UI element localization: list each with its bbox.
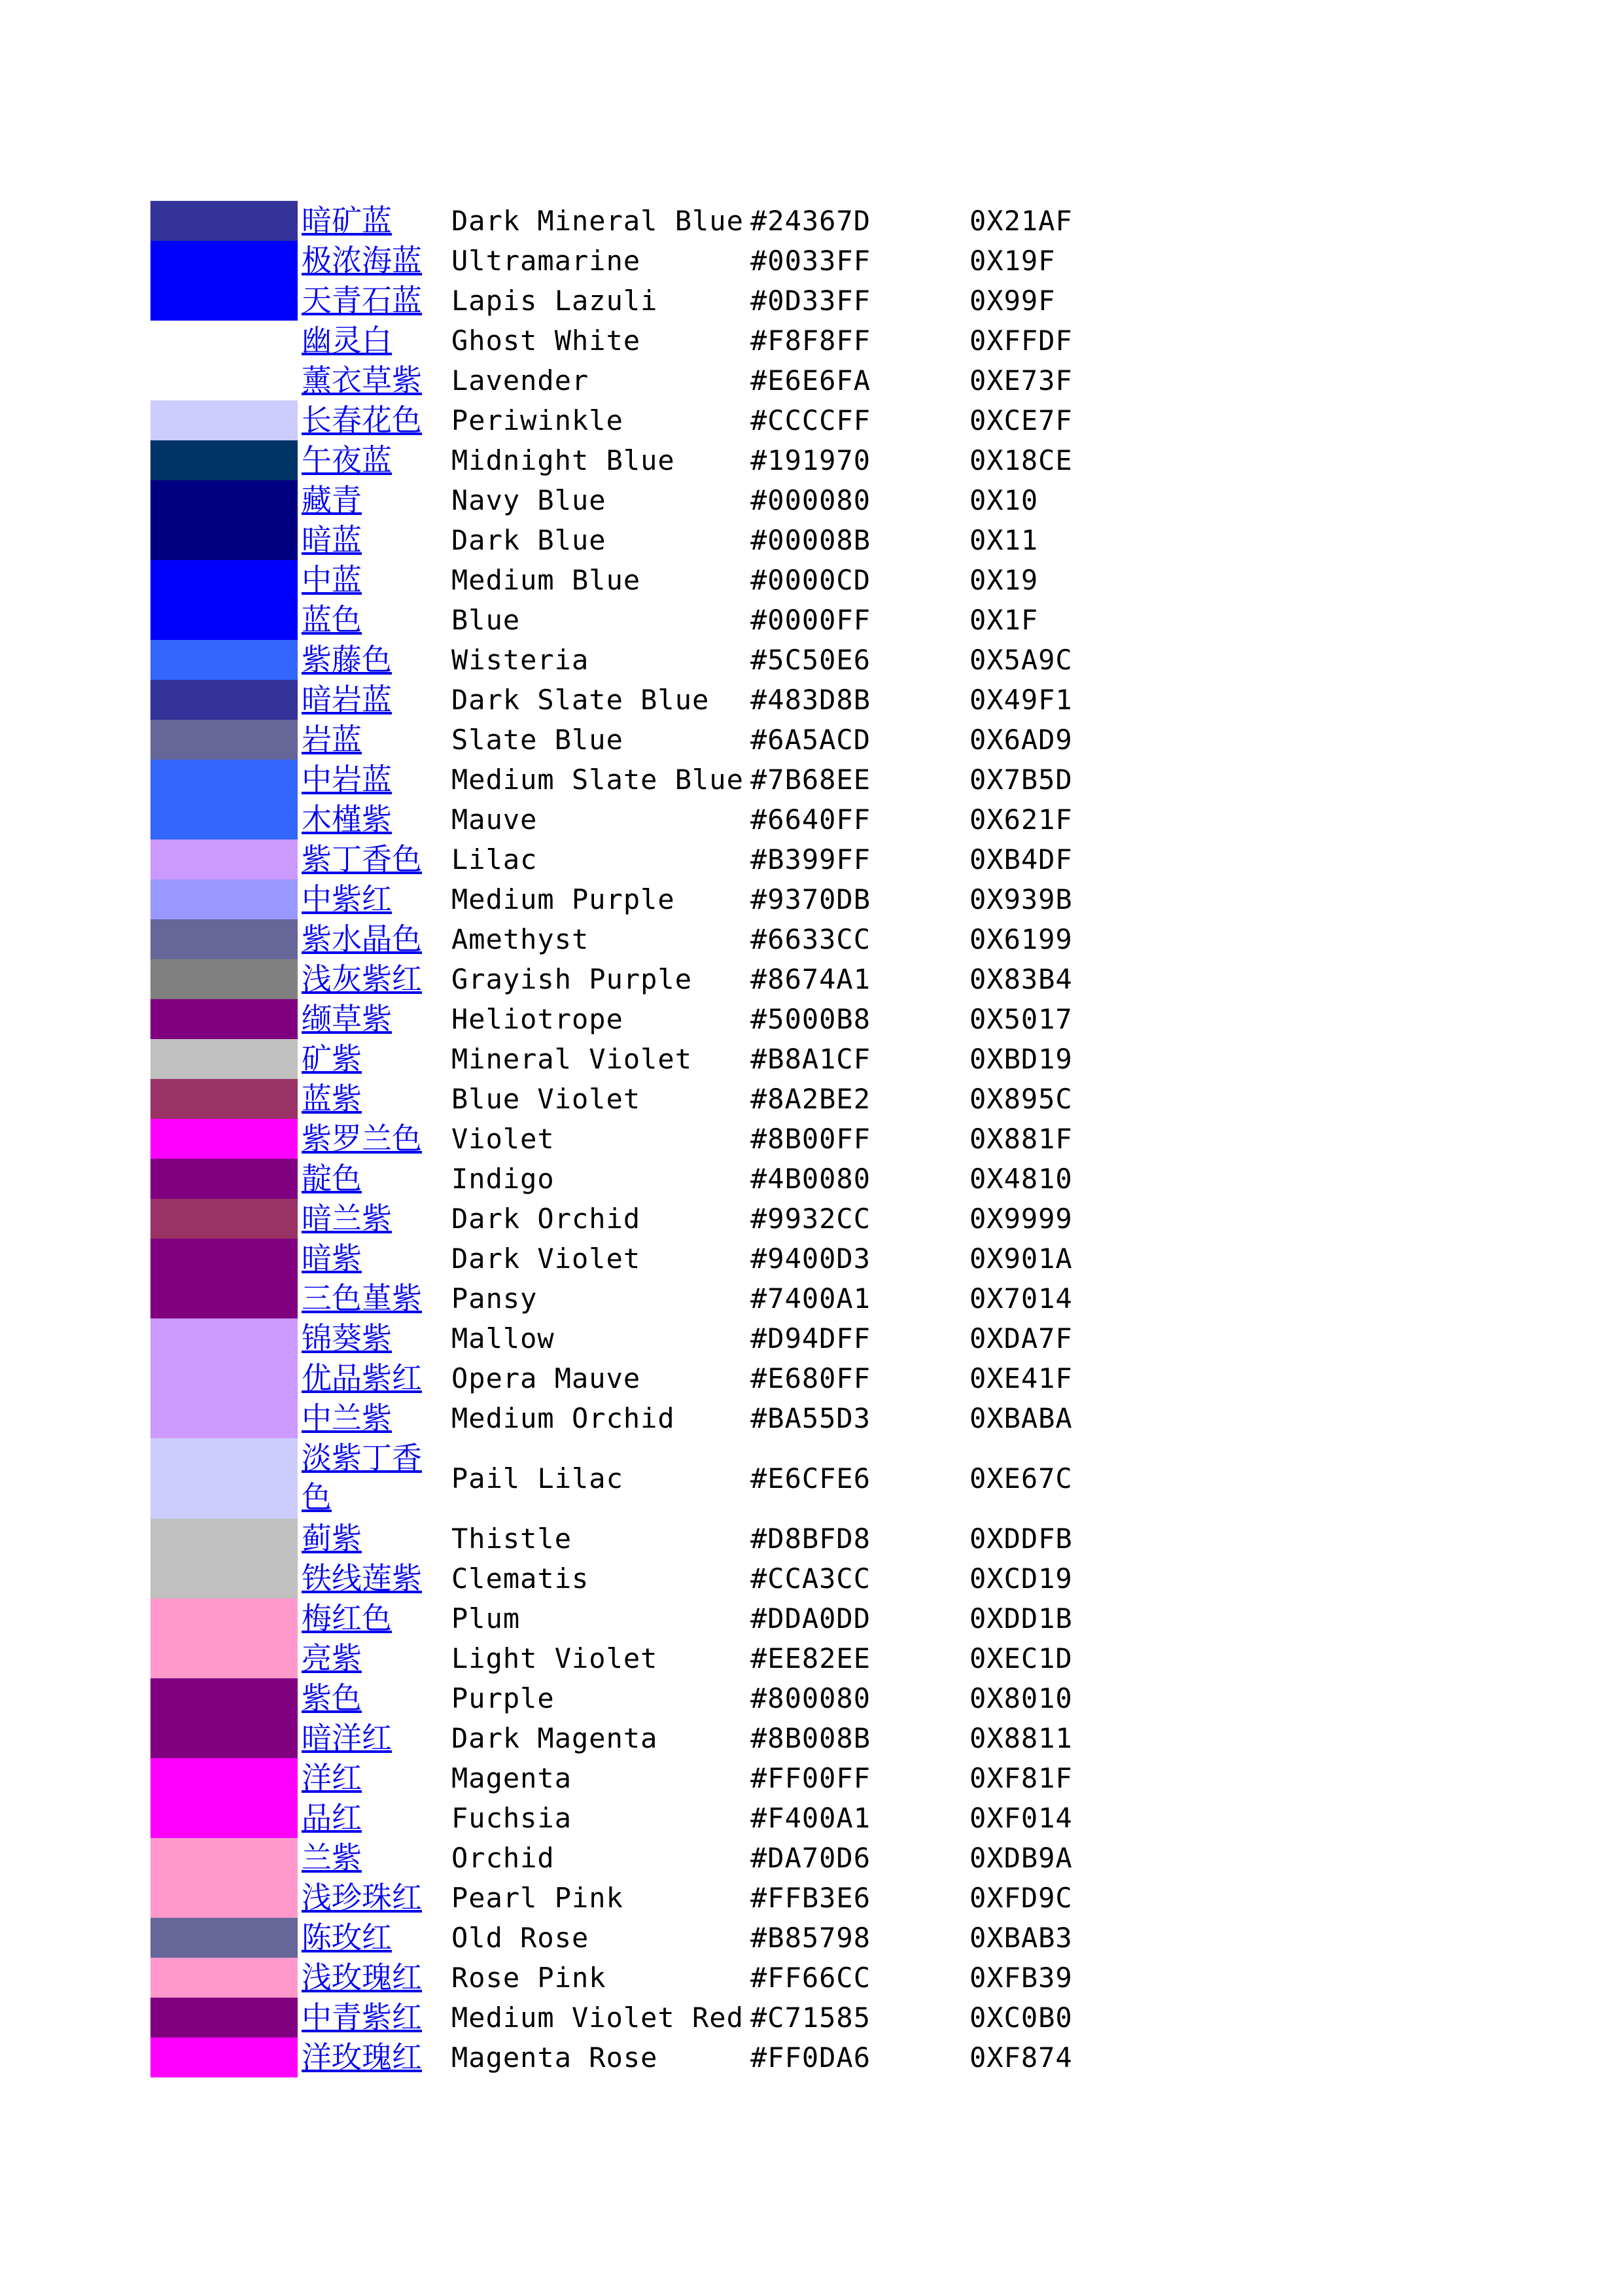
english-name: Mineral Violet [451,1043,693,1075]
color-code: 0XBAB3 [969,1922,1073,1954]
english-name: Fuchsia [451,1802,572,1834]
chinese-name-link[interactable]: 岩蓝 [302,722,362,757]
table-row [150,1838,1099,1878]
hex-code: #9370DB [750,883,871,915]
color-code: 0XDDFB [969,1523,1073,1555]
english-name: Indigo [451,1163,555,1195]
color-swatch [150,520,298,560]
chinese-name-link[interactable]: 紫藤色 [302,642,392,677]
english-name: Medium Violet Red [451,2002,744,2034]
hex-code: #DDA0DD [750,1602,871,1634]
color-swatch [150,1519,298,1559]
color-code: 0X83B4 [969,963,1073,995]
hex-code: #5000B8 [750,1003,871,1035]
color-code: 0XFFDF [969,325,1073,357]
hex-code: #8B008B [750,1722,871,1754]
chinese-name-link[interactable]: 浅珍珠红 [302,1880,422,1915]
color-swatch [150,480,298,520]
color-swatch [150,2038,298,2077]
english-name: Mallow [451,1322,555,1354]
color-code: 0XE73F [969,364,1073,397]
table-row [150,1798,1099,1838]
chinese-name-link[interactable]: 兰紫 [302,1840,362,1875]
english-name: Lilac [451,843,538,875]
color-code: 0XE41F [969,1362,1073,1394]
color-swatch [150,281,298,321]
table-row [150,1239,1099,1279]
hex-code: #D8BFD8 [750,1523,871,1555]
color-swatch [150,400,298,440]
hex-code: #D94DFF [750,1322,871,1354]
color-code: 0XDD1B [969,1602,1073,1634]
color-code: 0X901A [969,1243,1073,1275]
hex-code: #EE82EE [750,1642,871,1674]
table-row [150,480,1099,520]
hex-code: #BA55D3 [750,1402,871,1434]
table-row [150,1998,1099,2038]
color-code: 0X4810 [969,1163,1073,1195]
color-code: 0X21AF [969,205,1073,237]
color-swatch [150,241,298,281]
chinese-name-link[interactable]: 暗岩蓝 [302,682,392,717]
color-code: 0X621F [969,804,1073,836]
color-swatch [150,999,298,1039]
color-code: 0X6AD9 [969,724,1073,756]
color-code: 0X19 [969,564,1039,596]
chinese-name-link[interactable]: 午夜蓝 [302,442,392,478]
hex-code: #191970 [750,444,871,476]
table-row [150,1878,1099,1918]
color-code: 0X8010 [969,1682,1073,1714]
chinese-name-link[interactable]: 梅红色 [302,1600,392,1636]
table-row [150,400,1099,440]
hex-code: #000080 [750,484,871,516]
english-name: Medium Orchid [451,1402,675,1434]
color-code: 0XE67C [969,1462,1073,1494]
color-swatch [150,1079,298,1119]
color-swatch [150,720,298,760]
color-swatch [150,1438,298,1519]
chinese-name-link[interactable]: 暗洋红 [302,1720,392,1756]
color-code: 0X49F1 [969,684,1073,716]
english-name: Orchid [451,1842,555,1874]
table-row [150,1318,1099,1358]
chinese-name-link[interactable]: 长春花色 [302,402,422,438]
hex-code: #FF66CC [750,1962,871,1994]
table-row [150,361,1099,400]
english-name: Lavender [451,364,589,397]
hex-code: #FF00FF [750,1762,871,1794]
color-code: 0X9999 [969,1203,1073,1235]
chinese-name-link[interactable]: 暗矿蓝 [302,203,392,238]
english-name: Periwinkle [451,404,623,436]
english-name: Magenta Rose [451,2041,658,2074]
color-swatch [150,1318,298,1358]
color-code: 0X939B [969,883,1073,915]
color-swatch [150,1998,298,2038]
english-name: Opera Mauve [451,1362,641,1394]
color-code: 0XFD9C [969,1882,1073,1914]
chinese-name-link[interactable]: 藏青 [302,482,362,518]
table-row [150,321,1099,361]
hex-code: #800080 [750,1682,871,1714]
hex-code: #8674A1 [750,963,871,995]
table-row [150,1199,1099,1239]
hex-code: #0000FF [750,604,871,636]
english-name: Magenta [451,1762,572,1794]
table-row [150,1279,1099,1318]
color-swatch [150,800,298,839]
english-name: Wisteria [451,644,589,676]
chinese-name-link[interactable]: 亮紫 [302,1640,362,1676]
english-name: Ghost White [451,325,641,357]
hex-code: #7400A1 [750,1282,871,1315]
english-name: Pansy [451,1282,538,1315]
color-swatch [150,959,298,999]
english-name: Rose Pink [451,1962,606,1994]
color-swatch [150,1239,298,1279]
table-row [150,1079,1099,1119]
color-code: 0X10 [969,484,1039,516]
color-swatch [150,680,298,720]
color-swatch [150,1958,298,1998]
color-swatch [150,1559,298,1598]
color-swatch [150,1358,298,1398]
chinese-name-link[interactable]: 三色堇紫 [302,1280,422,1316]
color-code: 0X8811 [969,1722,1073,1754]
table-row [150,839,1099,879]
english-name: Dark Mineral Blue [451,205,744,237]
english-name: Dark Magenta [451,1722,658,1754]
color-swatch [150,1199,298,1239]
english-name: Plum [451,1602,521,1634]
english-name: Lapis Lazuli [451,285,658,317]
table-row [150,1958,1099,1998]
color-code: 0X18CE [969,444,1073,476]
table-row [150,1039,1099,1079]
english-name: Grayish Purple [451,963,693,995]
color-swatch [150,1718,298,1758]
hex-code: #8A2BE2 [750,1083,871,1115]
color-code: 0XF874 [969,2041,1073,2074]
hex-code: #9400D3 [750,1243,871,1275]
chinese-name-link[interactable]: 靛色 [302,1161,362,1196]
hex-code: #6A5ACD [750,724,871,756]
chinese-name-link[interactable]: 缬草紫 [302,1001,392,1036]
table-row [150,680,1099,720]
chinese-name-link[interactable]: 淡紫丁香色 [302,1440,422,1515]
color-swatch [150,1758,298,1798]
english-name: Light Violet [451,1642,658,1674]
chinese-name-link[interactable]: 中蓝 [302,562,362,597]
table-row [150,1718,1099,1758]
table-row [150,520,1099,560]
hex-code: #4B0080 [750,1163,871,1195]
chinese-name-link[interactable]: 陈玫红 [302,1920,392,1955]
english-name: Medium Slate Blue [451,764,744,796]
table-row [150,800,1099,839]
hex-code: #F400A1 [750,1802,871,1834]
english-name: Ultramarine [451,245,641,277]
color-code: 0XCE7F [969,404,1073,436]
color-swatch [150,361,298,400]
chinese-name-link[interactable]: 中紫红 [302,881,392,917]
color-code: 0X895C [969,1083,1073,1115]
chinese-name-link[interactable]: 锦葵紫 [302,1320,392,1356]
chinese-name-link[interactable]: 铁线莲紫 [302,1561,422,1596]
color-swatch [150,1039,298,1079]
color-code: 0X7B5D [969,764,1073,796]
color-code: 0XC0B0 [969,2002,1073,2034]
chinese-name-link[interactable]: 紫水晶色 [302,921,422,957]
chinese-name-link[interactable]: 暗蓝 [302,522,362,557]
table-row [150,1638,1099,1678]
color-code: 0XF81F [969,1762,1073,1794]
color-code: 0XB4DF [969,843,1073,875]
hex-code: #B8A1CF [750,1043,871,1075]
color-swatch [150,1279,298,1318]
color-code: 0X11 [969,524,1039,556]
hex-code: #B85798 [750,1922,871,1954]
color-swatch [150,1838,298,1878]
chinese-name-link[interactable]: 品红 [302,1800,362,1835]
hex-code: #FF0DA6 [750,2041,871,2074]
chinese-name-link[interactable]: 木槿紫 [302,802,392,837]
color-swatch [150,560,298,600]
color-swatch [150,839,298,879]
hex-code: #DA70D6 [750,1842,871,1874]
chinese-name-link[interactable]: 紫色 [302,1680,362,1716]
color-swatch [150,1398,298,1438]
english-name: Blue Violet [451,1083,641,1115]
chinese-name-link[interactable]: 优品紫红 [302,1360,422,1396]
hex-code: #E6E6FA [750,364,871,397]
chinese-name-link[interactable]: 幽灵白 [302,323,392,358]
hex-code: #F8F8FF [750,325,871,357]
table-row [150,1559,1099,1598]
table-row [150,281,1099,321]
color-code: 0XCD19 [969,1563,1073,1595]
color-swatch [150,1918,298,1958]
color-code: 0X99F [969,285,1056,317]
color-swatch [150,1638,298,1678]
table-row [150,760,1099,800]
chinese-name-link[interactable]: 紫罗兰色 [302,1121,422,1156]
chinese-name-link[interactable]: 洋红 [302,1760,362,1795]
color-swatch [150,1119,298,1159]
table-row [150,919,1099,959]
table-row [150,999,1099,1039]
chinese-name-link[interactable]: 天青石蓝 [302,283,422,318]
color-code: 0XF014 [969,1802,1073,1834]
color-code: 0XFB39 [969,1962,1073,1994]
english-name: Slate Blue [451,724,623,756]
color-table [150,201,1099,2077]
color-swatch [150,1678,298,1718]
hex-code: #0D33FF [750,285,871,317]
color-code: 0XBABA [969,1402,1073,1434]
table-row [150,1119,1099,1159]
chinese-name-link[interactable]: 极浓海蓝 [302,243,422,278]
chinese-name-link[interactable]: 蓟紫 [302,1521,362,1556]
table-row [150,1398,1099,1438]
table-row [150,600,1099,640]
english-name: Dark Orchid [451,1203,641,1235]
english-name: Purple [451,1682,555,1714]
hex-code: #6640FF [750,804,871,836]
color-swatch [150,640,298,680]
table-row [150,440,1099,480]
table-row [150,2038,1099,2077]
chinese-name-link[interactable]: 浅灰紫红 [302,961,422,997]
table-row [150,720,1099,760]
color-code: 0X5017 [969,1003,1073,1035]
color-swatch [150,760,298,800]
color-code: 0X19F [969,245,1056,277]
color-swatch [150,879,298,919]
color-swatch [150,1878,298,1918]
hex-code: #24367D [750,205,871,237]
color-code: 0XEC1D [969,1642,1073,1674]
chinese-name-link[interactable]: 中青紫红 [302,2000,422,2035]
color-code: 0XDB9A [969,1842,1073,1874]
color-swatch [150,919,298,959]
english-name: Medium Blue [451,564,641,596]
chinese-name-link[interactable]: 紫丁香色 [302,841,422,877]
english-name: Amethyst [451,923,589,955]
color-swatch [150,1798,298,1838]
english-name: Dark Slate Blue [451,684,710,716]
english-name: Midnight Blue [451,444,675,476]
hex-code: #5C50E6 [750,644,871,676]
color-swatch [150,1598,298,1638]
table-row [150,959,1099,999]
chinese-name-link[interactable]: 薰衣草紫 [302,362,422,398]
table-row [150,1358,1099,1398]
table-row [150,1598,1099,1638]
hex-code: #CCA3CC [750,1563,871,1595]
english-name: Heliotrope [451,1003,623,1035]
table-row [150,1519,1099,1559]
color-swatch [150,1159,298,1199]
hex-code: #8B00FF [750,1123,871,1155]
color-swatch [150,600,298,640]
english-name: Navy Blue [451,484,606,516]
chinese-name-link[interactable]: 蓝色 [302,602,362,637]
hex-code: #CCCCFF [750,404,871,436]
english-name: Mauve [451,804,538,836]
table-row [150,1758,1099,1798]
color-code: 0X1F [969,604,1039,636]
color-swatch [150,201,298,241]
hex-code: #0000CD [750,564,871,596]
english-name: Pearl Pink [451,1882,623,1914]
color-code: 0X6199 [969,923,1073,955]
hex-code: #0033FF [750,245,871,277]
table-row [150,1438,1099,1519]
hex-code: #E680FF [750,1362,871,1394]
table-row [150,1159,1099,1199]
chinese-name-link[interactable]: 中兰紫 [302,1400,392,1436]
table-row [150,201,1099,241]
chinese-name-link[interactable]: 暗兰紫 [302,1201,392,1236]
chinese-name-link[interactable]: 蓝紫 [302,1081,362,1116]
hex-code: #B399FF [750,843,871,875]
table-row [150,879,1099,919]
table-row [150,1678,1099,1718]
table-row [150,241,1099,281]
english-name: Thistle [451,1523,572,1555]
table-row [150,640,1099,680]
english-name: Violet [451,1123,555,1155]
hex-code: #E6CFE6 [750,1462,871,1494]
color-code: 0X5A9C [969,644,1073,676]
english-name: Clematis [451,1563,589,1595]
english-name: Dark Violet [451,1243,641,1275]
chinese-name-link[interactable]: 洋玫瑰红 [302,2040,422,2075]
hex-code: #C71585 [750,2002,871,2034]
color-swatch [150,440,298,480]
hex-code: #7B68EE [750,764,871,796]
color-code: 0X881F [969,1123,1073,1155]
chinese-name-link[interactable]: 浅玫瑰红 [302,1960,422,1995]
hex-code: #6633CC [750,923,871,955]
english-name: Pail Lilac [451,1462,623,1494]
chinese-name-link[interactable]: 中岩蓝 [302,762,392,797]
hex-code: #483D8B [750,684,871,716]
hex-code: #00008B [750,524,871,556]
english-name: Medium Purple [451,883,675,915]
english-name: Blue [451,604,521,636]
chinese-name-link[interactable]: 暗紫 [302,1241,362,1276]
table-row [150,1918,1099,1958]
color-code: 0XDA7F [969,1322,1073,1354]
color-code: 0X7014 [969,1282,1073,1315]
table-row [150,560,1099,600]
hex-code: #9932CC [750,1203,871,1235]
hex-code: #FFB3E6 [750,1882,871,1914]
color-swatch [150,321,298,361]
color-code: 0XBD19 [969,1043,1073,1075]
chinese-name-link[interactable]: 矿紫 [302,1041,362,1076]
english-name: Old Rose [451,1922,589,1954]
english-name: Dark Blue [451,524,606,556]
